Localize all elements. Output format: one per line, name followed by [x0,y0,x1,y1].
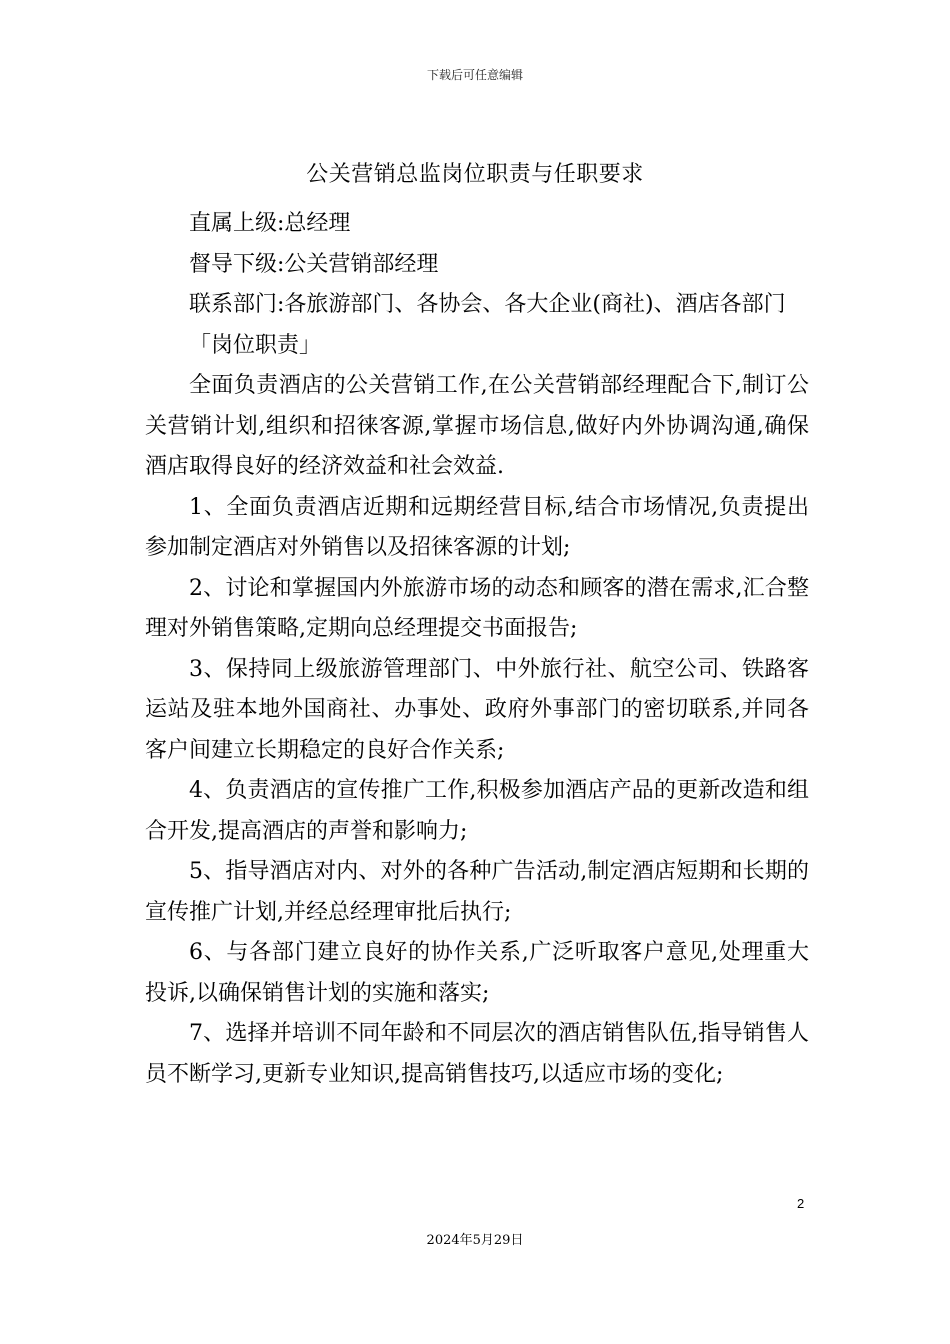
duty-item-1: 1、全面负责酒店近期和远期经营目标,结合市场情况,负责提出参加制定酒店对外销售以及招徕客源的计划; [145,494,809,560]
page-number: 2 [797,1196,805,1211]
intro-paragraph: 全面负责酒店的公关营销工作,在公关营销部经理配合下,制订公关营销计划,组织和招徕客源,掌握市场信息,做好内外协调沟通,确保酒店取得良好的经济效益和社会效益. [145,373,809,479]
duty-item-3: 3、保持同上级旅游管理部门、中外旅行社、航空公司、铁路客运站及驻本地外国商社、办事处、政府外事部门的密切联系,并同各客户间建立长期稳定的良好合作关系; [145,656,809,763]
field-departments: 联系部门:各旅游部门、各协会、各大企业(商社)、酒店各部门 [189,292,786,317]
duty-item-4: 4、负责酒店的宣传推广工作,积极参加酒店产品的更新改造和组合开发,提高酒店的声誉和影响力; [145,778,809,844]
duty-item-6: 6、与各部门建立良好的协作关系,广泛听取客户意见,处理重大投诉,以确保销售计划的实施和落实; [145,940,809,1006]
duty-item-7: 7、选择并培训不同年龄和不同层次的酒店销售队伍,指导销售人员不断学习,更新专业知识,提高销售技巧,以适应市场的变化; [145,1021,809,1087]
field-subordinate: 督导下级:公关营销部经理 [189,251,439,277]
field-superior: 直属上级:总经理 [189,211,351,236]
section-heading: 「岗位职责」 [189,332,322,358]
footer-date: 2024年5月29日 [426,1233,524,1248]
document-body [145,204,809,1095]
document-title: 公关营销总监岗位职责与任职要求 [306,162,644,187]
duty-item-5: 5、指导酒店对内、对外的各种广告活动,制定酒店短期和长期的宣传推广计划,并经总经理审批后执行; [145,859,809,925]
duty-item-2: 2、讨论和掌握国内外旅游市场的动态和顾客的潜在需求,汇合整理对外销售策略,定期向总经理提交书面报告; [145,575,809,641]
header-note: 下载后可任意编辑 [426,68,523,82]
